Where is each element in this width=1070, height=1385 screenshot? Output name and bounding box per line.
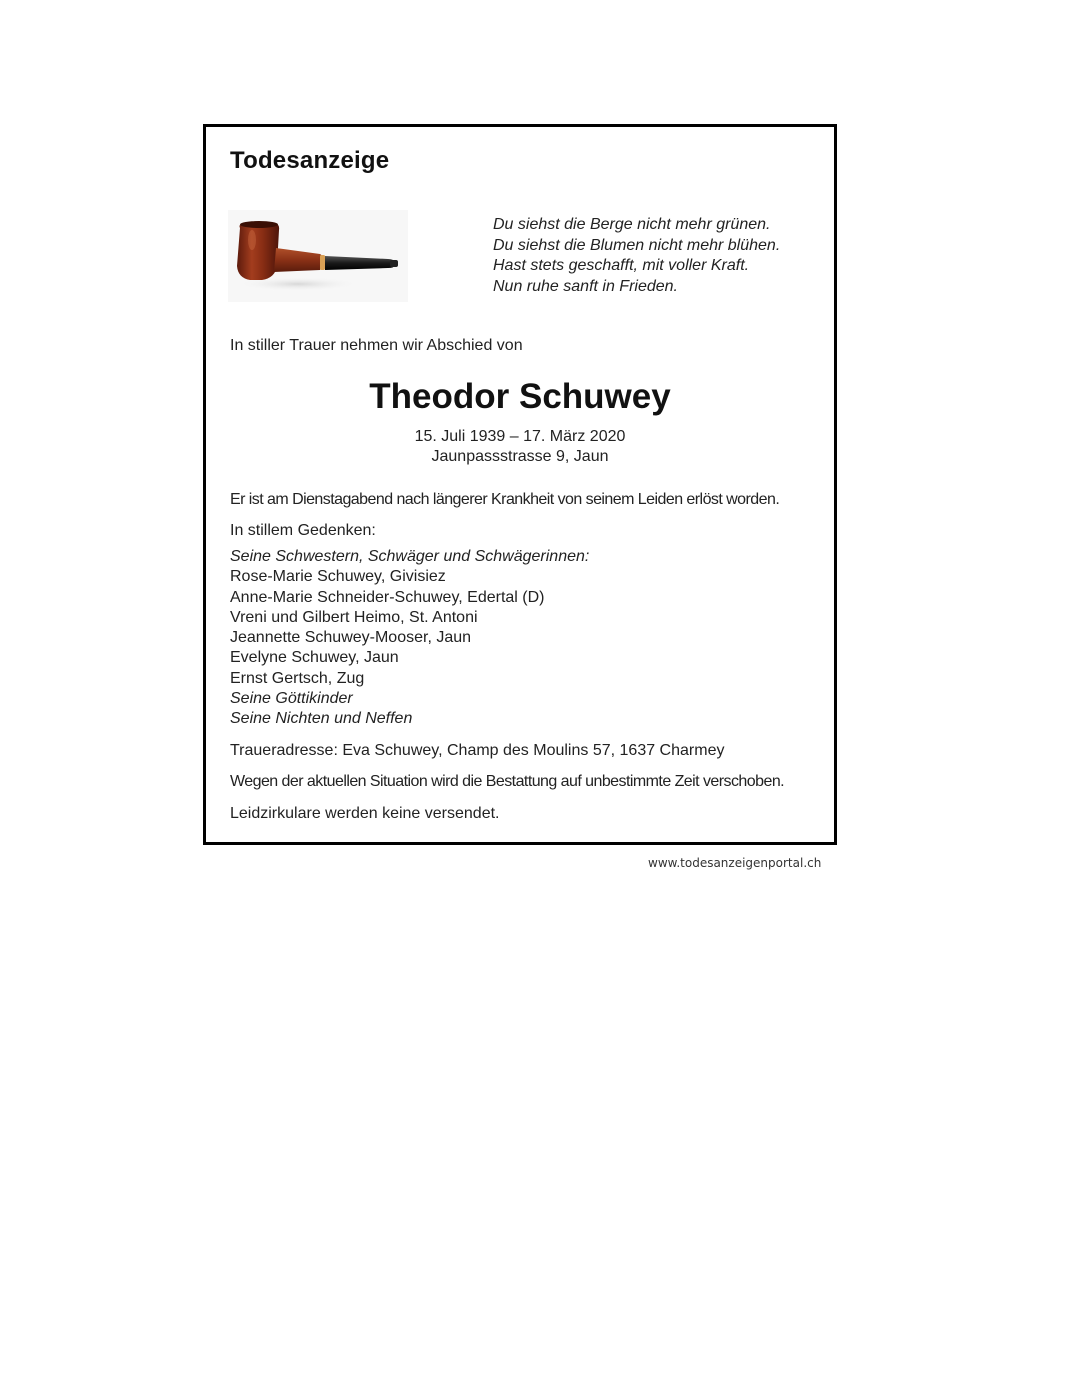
- poem-line: Nun ruhe sanft in Frieden.: [493, 277, 678, 295]
- funeral-note: Wegen der aktuellen Situation wird die Bestattung auf unbestimmte Zeit verschoben.: [230, 773, 785, 790]
- death-notice: [203, 124, 837, 845]
- poem: [493, 215, 780, 297]
- mourner-entry: Evelyne Schuwey, Jaun: [230, 649, 399, 667]
- tobacco-pipe-image: [228, 210, 408, 302]
- mourners-group-heading: Seine Schwestern, Schwäger und Schwägerinnen:: [230, 548, 590, 565]
- mourner-entry: Ernst Gertsch, Zug: [230, 669, 365, 687]
- mourners-list: [230, 547, 589, 730]
- mourner-group: Seine Nichten und Neffen: [230, 710, 413, 728]
- statement-text: Er ist am Dienstagabend nach längerer Krankheit von seinem Leiden erlöst worden.: [230, 491, 780, 508]
- memory-label: In stillem Gedenken:: [230, 522, 376, 539]
- mourning-address: Traueradresse: Eva Schuwey, Champ des Moulins 57, 1637 Charmey: [230, 742, 725, 759]
- poem-line: Du siehst die Berge nicht mehr grünen.: [493, 216, 771, 233]
- mourner-entry: Rose-Marie Schuwey, Givisiez: [230, 568, 446, 586]
- mourner-entry: Vreni und Gilbert Heimo, St. Antoni: [230, 608, 478, 626]
- mourner-entry: Anne-Marie Schneider-Schuwey, Edertal (D): [230, 588, 545, 606]
- poem-line: Du siehst die Blumen nicht mehr blühen.: [493, 236, 781, 254]
- deceased-name: Theodor Schuwey: [369, 377, 671, 416]
- deceased-address: Jaunpassstrasse 9, Jaun: [431, 448, 609, 465]
- mourner-entry: Jeannette Schuwey-Mooser, Jaun: [230, 629, 472, 647]
- poem-line: Hast stets geschafft, mit voller Kraft.: [493, 257, 750, 274]
- intro-text: In stiller Trauer nehmen wir Abschied von: [230, 337, 523, 354]
- mourner-group: Seine Göttikinder: [230, 690, 353, 708]
- circulars-note: Leidzirkulare werden keine versendet.: [230, 805, 500, 822]
- source-link[interactable]: www.todesanzeigenportal.ch: [648, 856, 822, 870]
- notice-heading: Todesanzeige: [230, 147, 390, 174]
- life-dates: 15. Juli 1939 – 17. März 2020: [414, 428, 626, 445]
